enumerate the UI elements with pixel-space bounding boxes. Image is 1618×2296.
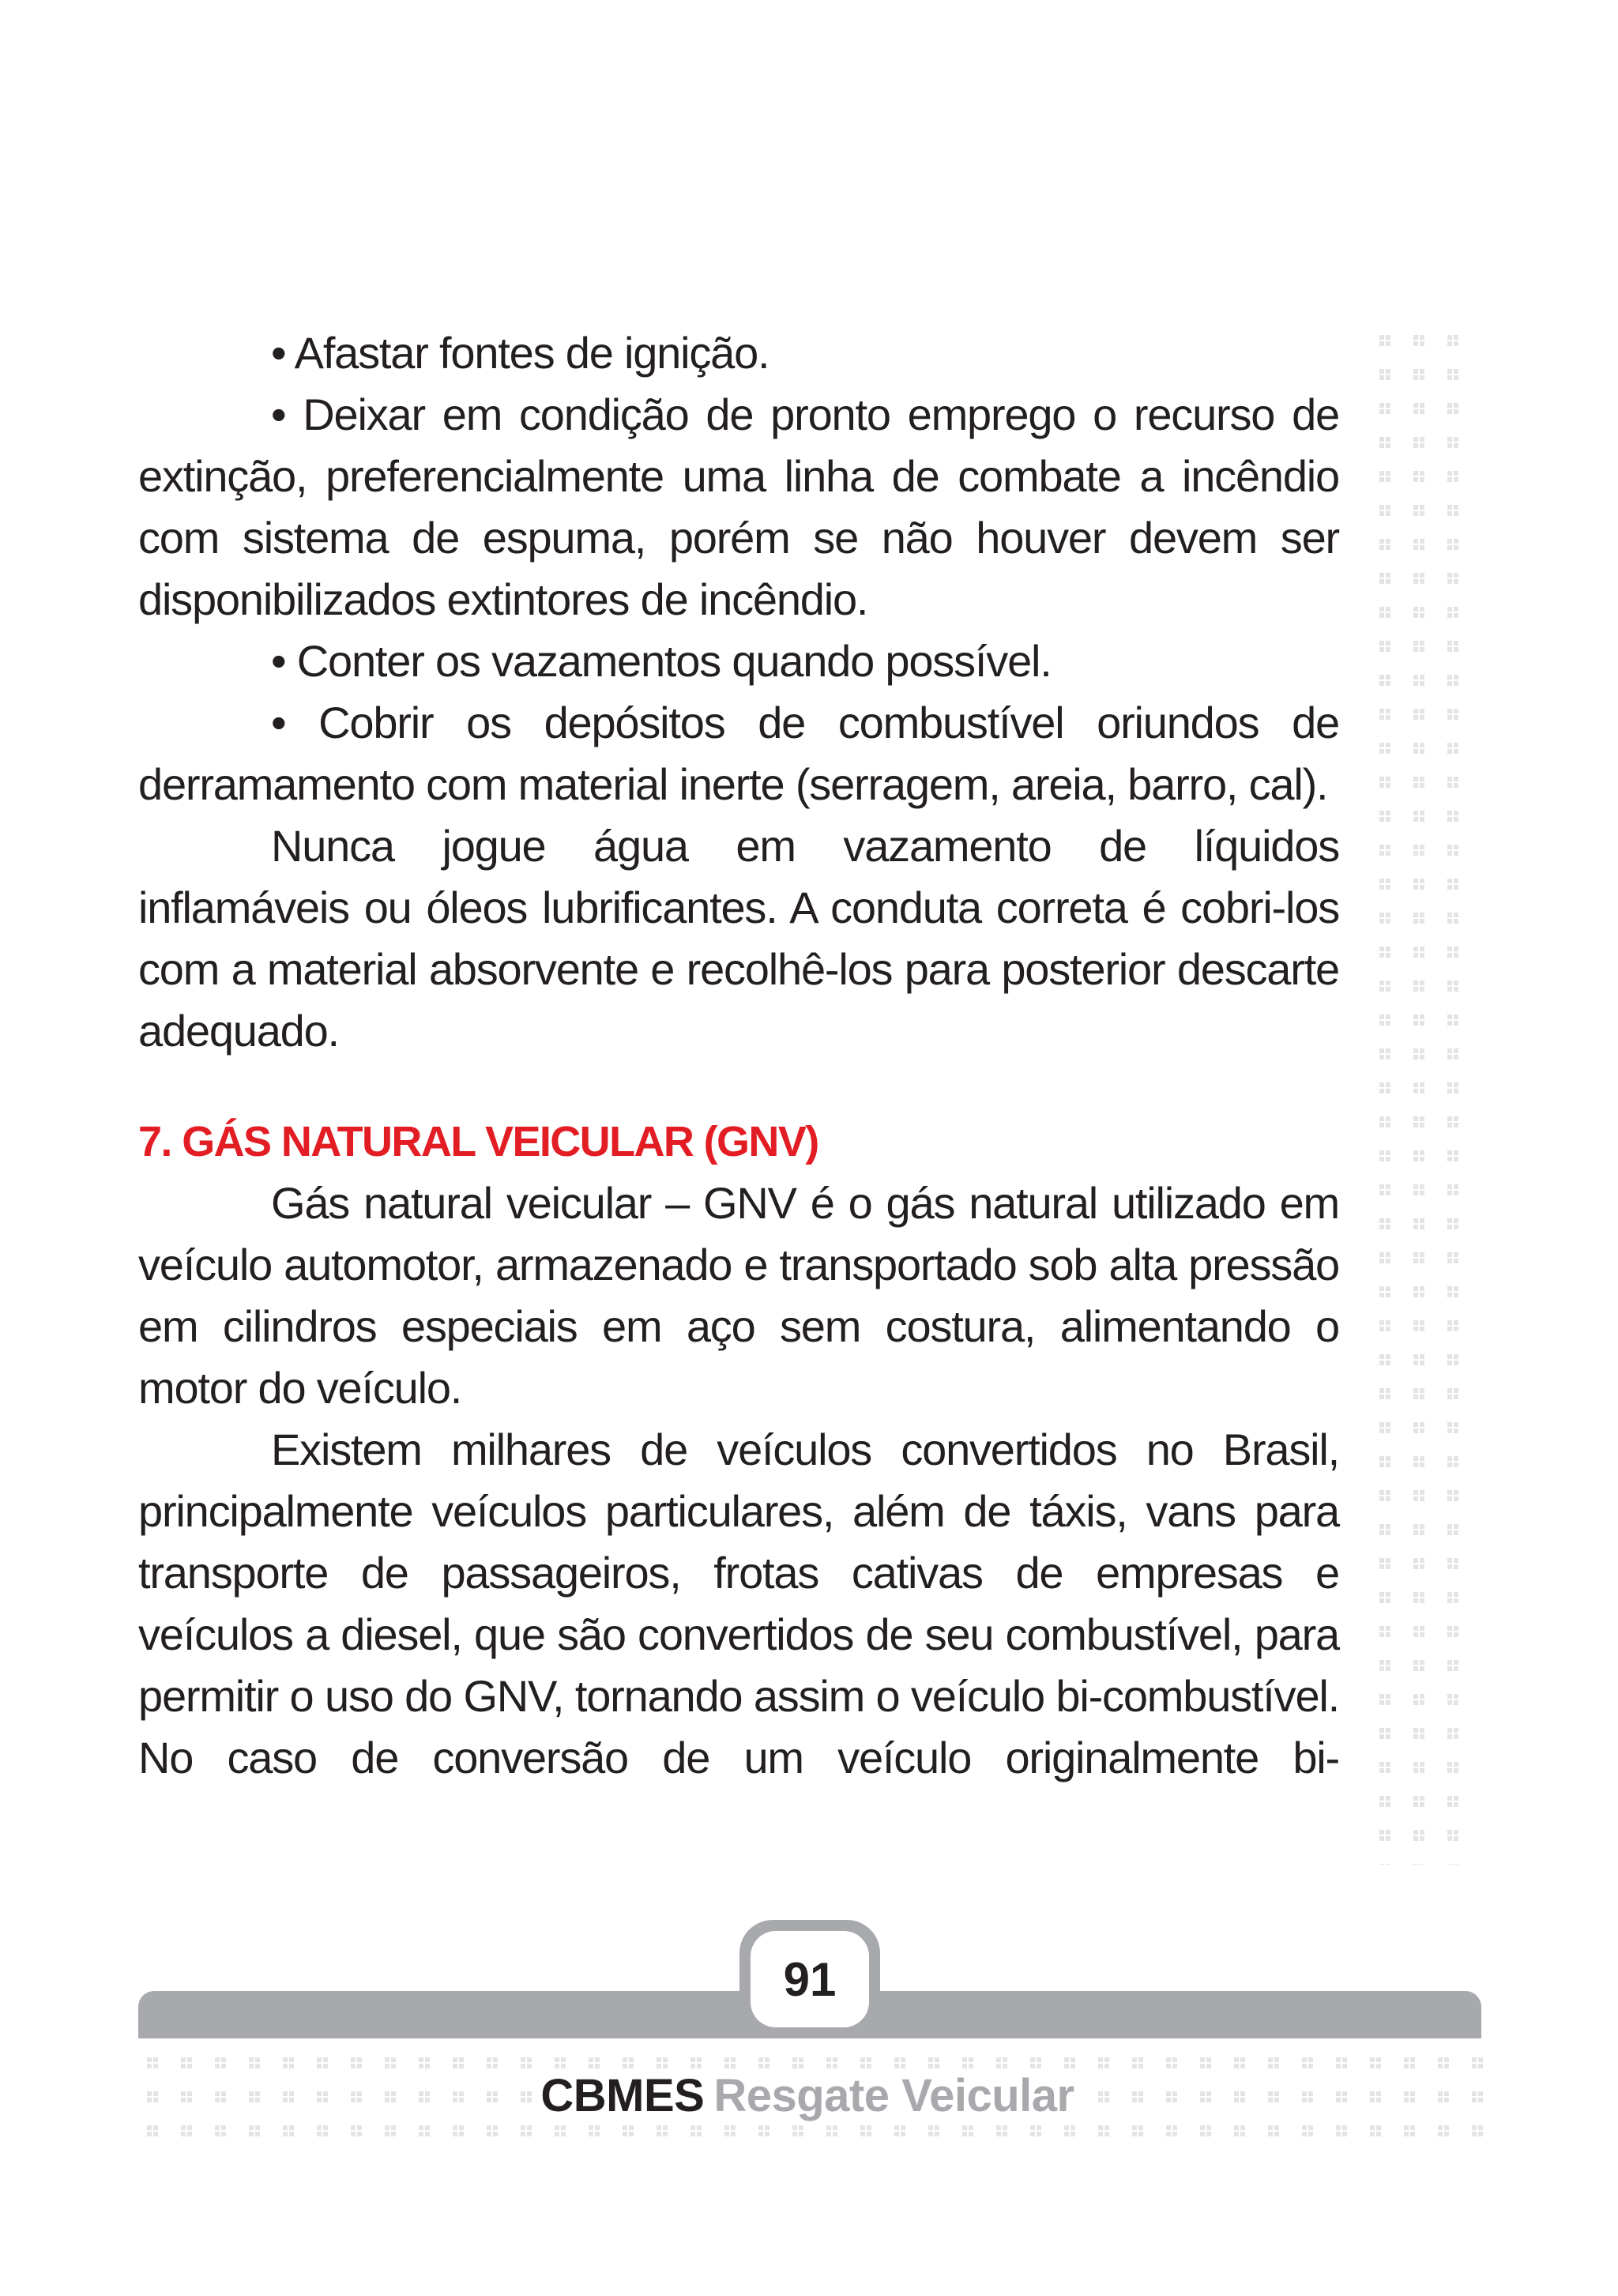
bullet-paragraph: • Cobrir os depósitos de combustível oriundos de derramamento com material inerte (serragem, areia, barro, cal). xyxy=(138,698,1339,809)
page-body xyxy=(138,322,1339,1789)
footer-brand: CBMES xyxy=(534,2070,710,2121)
page-number: 91 xyxy=(751,1931,869,2027)
footer-title xyxy=(0,2068,1618,2124)
bullet-paragraph: • Conter os vazamentos quando possível. xyxy=(271,636,1052,686)
footer-subtitle: Resgate Veicular xyxy=(710,2070,1083,2121)
bullet-paragraph: • Afastar fontes de ignição. xyxy=(271,328,769,378)
body-paragraph: Nunca jogue água em vazamento de líquidos inflamáveis ou óleos lubrificantes. A conduta correta é cobri-los com a material absorvente e recolhê-los para posterior descarte adequado. xyxy=(138,821,1339,1056)
body-paragraph: Gás natural veicular – GNV é o gás natural utilizado em veículo automotor, armazenado e transportado sob alta pressão em cilindros especiais em aço sem costura, alimentando o motor do veículo. xyxy=(138,1178,1339,1413)
section-heading: 7. GÁS NATURAL VEICULAR (GNV) xyxy=(138,1118,818,1165)
decorative-dot-pattern-right xyxy=(1376,332,1479,1865)
body-paragraph: Existem milhares de veículos convertidos no Brasil, principalmente veículos particulares, além de táxis, vans para transporte de passageiros, frotas cativas de empresas e veículos a diesel, que são convertidos de seu combustível, para permitir o uso do GNV, tornando assim o veículo bi-combustível. No caso de conversão de um veículo originalmente bi- xyxy=(138,1425,1339,1782)
bullet-paragraph: • Deixar em condição de pronto emprego o recurso de extinção, preferencialmente uma linha de combate a incêndio com sistema de espuma, porém se não houver devem ser disponibilizados extintores de incêndio. xyxy=(138,390,1339,624)
